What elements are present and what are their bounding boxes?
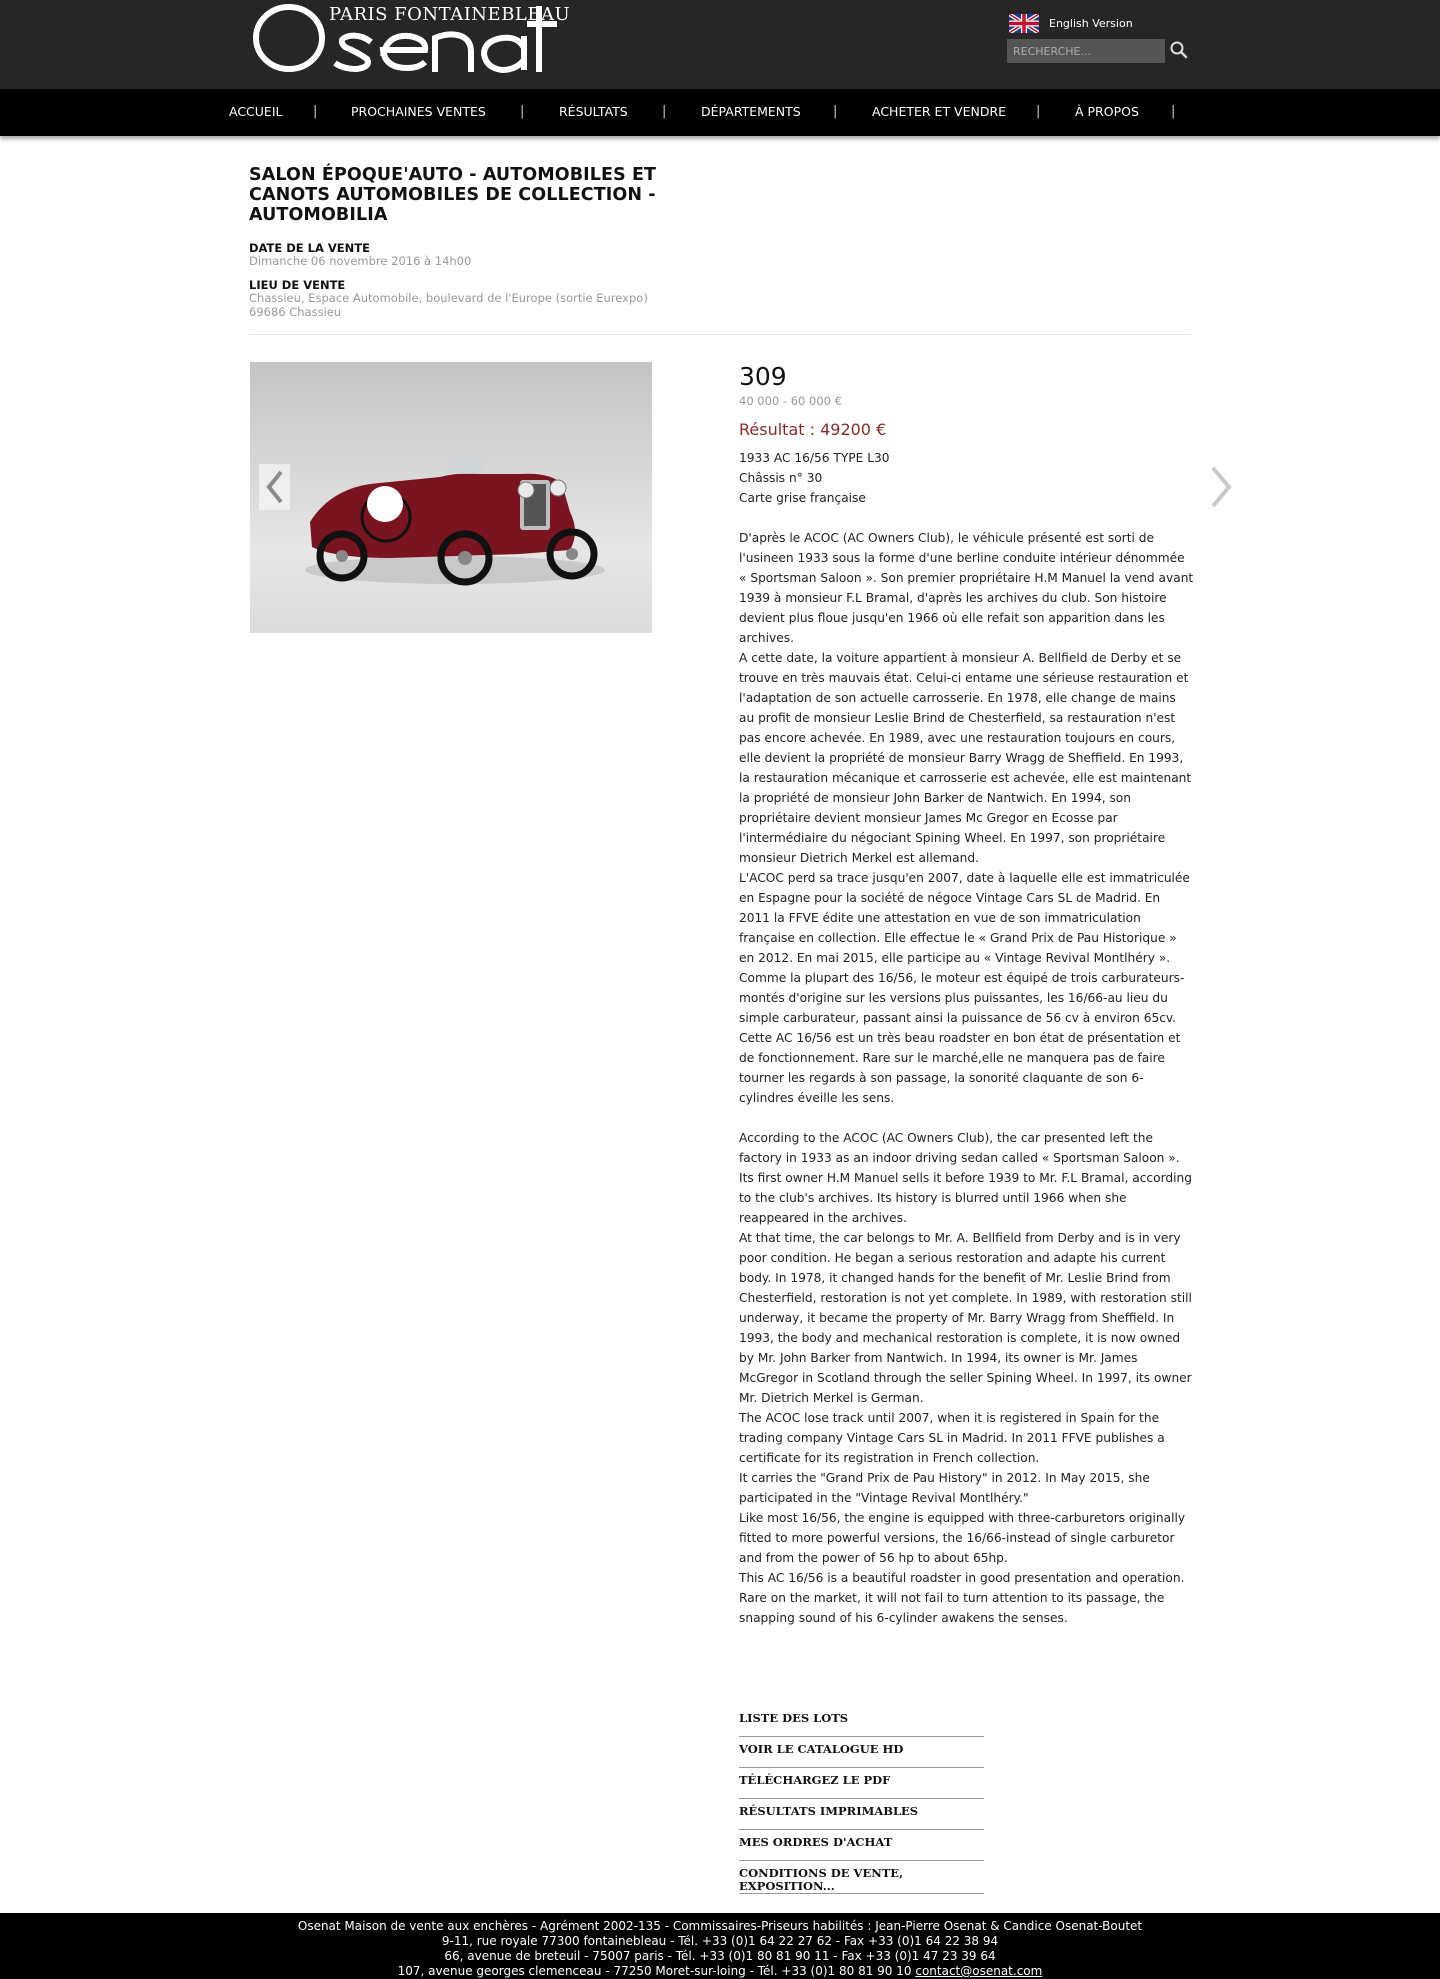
footer-line xyxy=(0,1964,1440,1979)
description-paragraph: This AC 16/56 is a beautiful roadster in good presentation and operation. Rare on the market, it will not fail to turn attention to its passage, the snapping sound of his 6-cylinder awakens the senses. xyxy=(739,1571,1185,1625)
sale-place-line1: Chassieu, Espace Automobile, boulevard de l'Europe (sortie Eurexpo) xyxy=(249,291,648,305)
description-paragraph: L'ACOC perd sa trace jusqu'en 2007, date à laquelle elle est immatriculée en Espagne pour la société de négoce Vintage Cars SL de Madrid. En 2011 la FFVE édite une attestation en vue de son immatriculation française en collection. Elle effectue le « Grand Prix de Pau Historique » en 2012. En mai 2015, elle participe au « Vintage Revival Montlhéry ». xyxy=(739,871,1190,965)
sale-date-label: DATE DE LA VENTE xyxy=(249,241,370,255)
link-liste-des-lots[interactable]: LISTE DES LOTS xyxy=(739,1706,984,1737)
nav-separator: | xyxy=(662,104,667,119)
site-header xyxy=(0,0,1440,89)
link-resultats-imprimables[interactable]: RÉSULTATS IMPRIMABLES xyxy=(739,1799,984,1830)
sale-place-label: LIEU DE VENTE xyxy=(249,278,346,292)
logo-tagline: PARIS FONTAINEBLEAU xyxy=(329,4,571,25)
sale-title: SALON ÉPOQUE'AUTO - AUTOMOBILES ET CANOTS AUTOMOBILES DE COLLECTION - AUTOMOBILIA xyxy=(249,165,657,225)
nav-item-acheter-et-vendre[interactable]: ACHETER ET VENDRE xyxy=(872,104,1007,119)
nav-item-accueil[interactable]: ACCUEIL xyxy=(229,104,283,119)
nav-item-prochaines-ventes[interactable]: PROCHAINES VENTES xyxy=(351,104,486,119)
nav-separator: | xyxy=(520,104,525,119)
language-label[interactable]: English Version xyxy=(1049,16,1133,30)
description-paragraph: A cette date, la voiture appartient à monsieur A. Bellfield de Derby et se trouve en très mauvais état. Celui-ci entame une sérieuse restauration et l'adaptation de son actuelle carrosserie. En 1978, elle change de mains au profit de monsieur Leslie Brind de Chesterfield, sa restauration n'est pas encore achevée. En 1989, avec une restauration toujours en cours, elle devient la propriété de monsieur Barry Wragg de Sheffield. En 1993, la restauration mécanique et carrosserie est achevée, elle est maintenant la propriété de monsieur John Barker de Nantwich. En 1994, son propriétaire devient monsieur James Mc Gregor en Ecosse par l'intermédiaire du négociant Spining Wheel. En 1997, son propriétaire monsieur Dietrich Merkel est allemand. xyxy=(739,651,1192,865)
lot-description xyxy=(739,448,1194,1628)
section-divider xyxy=(249,334,1191,335)
search-input[interactable] xyxy=(1007,39,1165,63)
description-paragraph: D'après le ACOC (AC Owners Club), le véhicule présenté est sorti de l'usineen 1933 sous la forme d'une berline conduite intérieur dénommée « Sportsman Saloon ». Son premier propriétaire H.M Manuel la vend avant 1939 à monsieur F.L Bramal, d'après les archives du club. Son histoire devient plus floue jusqu'en 1966 où elle refait son apparition dans les archives. xyxy=(739,531,1194,645)
uk-flag-icon xyxy=(1009,14,1039,33)
description-paragraph: It carries the "Grand Prix de Pau History" in 2012. In May 2015, she participated in the "Vintage Revival Montlhéry." xyxy=(739,1471,1150,1505)
nav-separator: | xyxy=(313,104,318,119)
nav-separator: | xyxy=(1171,104,1176,119)
footer-email-link[interactable]: contact@osenat.com xyxy=(915,1964,1043,1978)
search-icon[interactable] xyxy=(1169,40,1189,60)
lot-estimate: 40 000 - 60 000 € xyxy=(739,394,842,408)
description-paragraph: According to the ACOC (AC Owners Club), the car presented left the factory in 1933 as an indoor driving sedan called « Sportsman Saloon ». Its first owner H.M Manuel sells it before 1939 to Mr. F.L Bramal, according to the club's archives. Its history is blurred until 1966 when she reappeared in the archives. xyxy=(739,1131,1192,1225)
link-telecharger-pdf[interactable]: TÉLÉCHARGEZ LE PDF xyxy=(739,1768,984,1799)
lot-photo[interactable] xyxy=(250,362,652,633)
link-conditions-de-vente[interactable]: CONDITIONS DE VENTE, EXPOSITION... xyxy=(739,1861,984,1894)
description-paragraph: Comme la plupart des 16/56, le moteur est équipé de trois carburateurs-montés d'origine sur les versions plus puissantes, les 16/66-au lieu du simple carburateur, passant ainsi la puissance de 56 cv à environ 65cv. xyxy=(739,971,1185,1025)
chevron-left-icon[interactable] xyxy=(259,464,290,510)
chevron-right-icon[interactable] xyxy=(1205,464,1235,510)
language-switch[interactable] xyxy=(1009,13,1133,33)
sale-date-value: Dimanche 06 novembre 2016 à 14h00 xyxy=(249,254,472,268)
footer-address: 107, avenue georges clemenceau - 77250 Moret-sur-loing - Tél. +33 (0)1 80 81 90 10 xyxy=(397,1964,912,1978)
link-ordres-achat[interactable]: MES ORDRES D'ACHAT xyxy=(739,1830,984,1861)
footer-line: 9-11, rue royale 77300 fontainebleau - Tél. +33 (0)1 64 22 27 62 - Fax +33 (0)1 64 22 38 94 xyxy=(441,1934,999,1948)
sale-links xyxy=(739,1706,984,1894)
nav-item-a-propos[interactable]: À PROPOS xyxy=(1075,104,1139,119)
sale-place-line2: 69686 Chassieu xyxy=(249,305,342,319)
description-paragraph: Châssis n° 30 xyxy=(739,471,823,485)
site-footer xyxy=(0,1913,1440,1979)
osenat-logo[interactable] xyxy=(249,0,589,74)
description-paragraph: The ACOC lose track until 2007, when it is registered in Spain for the trading company Vintage Cars SL in Madrid. In 2011 FFVE publishes a certificate for its registration in French collection. xyxy=(739,1411,1165,1465)
description-paragraph: 1933 AC 16/56 TYPE L30 xyxy=(739,451,890,465)
description-paragraph: Cette AC 16/56 est un très beau roadster en bon état de présentation et de fonctionnement. Rare sur le marché,elle ne manquera pas de faire tourner les regards à son passage, la sonorité claquante de son 6-cylindres éveille les sens. xyxy=(739,1031,1181,1105)
footer-line: 66, avenue de breteuil - 75007 paris - Tél. +33 (0)1 80 81 90 11 - Fax +33 (0)1 47 23 39 64 xyxy=(444,1949,996,1963)
nav-item-departements[interactable]: DÉPARTEMENTS xyxy=(701,104,801,119)
description-paragraph: Carte grise française xyxy=(739,491,866,505)
nav-separator: | xyxy=(1036,104,1041,119)
nav-item-resultats[interactable]: RÉSULTATS xyxy=(559,104,628,119)
main-nav xyxy=(0,89,1440,136)
link-catalogue-hd[interactable]: VOIR LE CATALOGUE HD xyxy=(739,1737,984,1768)
description-paragraph: At that time, the car belongs to Mr. A. Bellfield from Derby and is in very poor condition. He began a serious restoration and adapte his current body. In 1978, it changed hands for the benefit of Mr. Leslie Brind from Chesterfield, restoration is not yet complete. In 1989, with restoration still underway, it became the property of Mr. Barry Wragg from Sheffield. In 1993, the body and mechanical restoration is complete, it is now owned by Mr. John Barker from Nantwich. In 1994, its owner is Mr. James McGregor in Scotland through the seller Spining Wheel. In 1997, its owner Mr. Dietrich Merkel is German. xyxy=(739,1231,1192,1405)
nav-separator: | xyxy=(833,104,838,119)
description-paragraph xyxy=(739,508,1194,528)
footer-line: Osenat Maison de vente aux enchères - Agrément 2002-135 - Commissaires-Priseurs habilités : Jean-Pierre Osenat & Candice Osenat-Boutet xyxy=(297,1919,1143,1933)
description-paragraph xyxy=(739,1108,1194,1128)
logo-wordmark-graphic xyxy=(249,0,589,74)
description-paragraph: Like most 16/56, the engine is equipped with three-carburetors originally fitted to more powerful versions, the 16/66-instead of single carburetor and from the power of 56 hp to about 65hp. xyxy=(739,1511,1186,1565)
car-illustration xyxy=(250,362,652,633)
lot-result: Résultat : 49200 € xyxy=(739,420,887,439)
lot-number: 309 xyxy=(739,362,787,391)
